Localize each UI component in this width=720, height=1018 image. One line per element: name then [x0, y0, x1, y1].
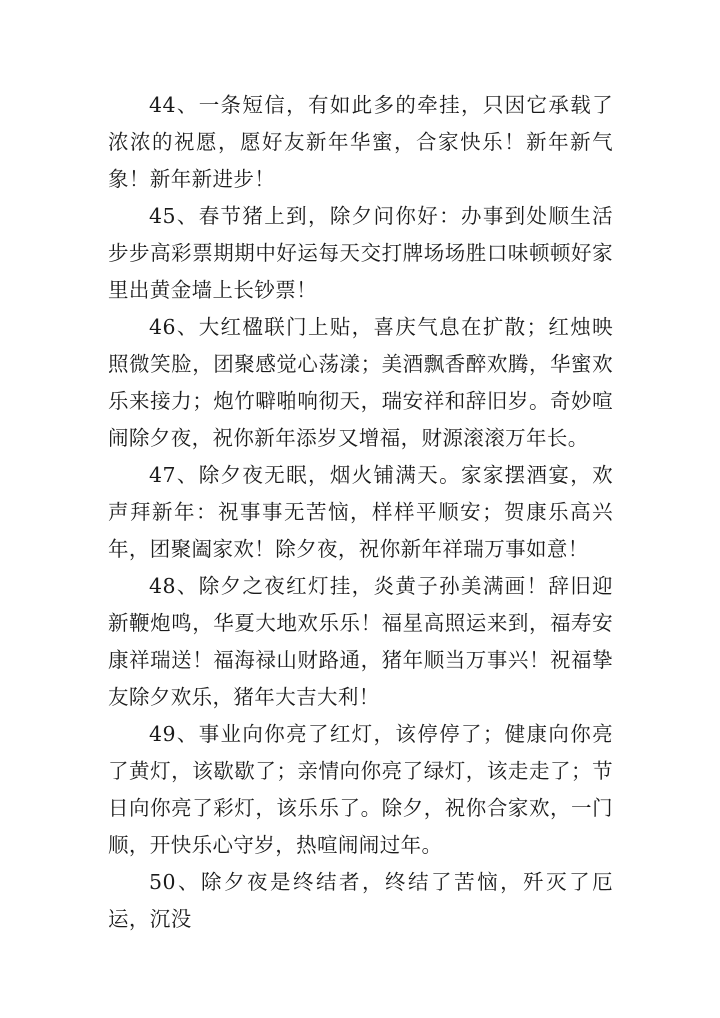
paragraph-44: 44、一条短信，有如此多的牵挂，只因它承载了浓浓的祝愿，愿好友新年华蜜，合家快乐！新年新气象！新年新进步！ — [108, 93, 613, 191]
paragraph-48: 48、除夕之夜红灯挂，炎黄子孙美满画！辞旧迎新鞭炮鸣，华夏大地欢乐乐！福星高照运来到，福寿安康祥瑞送！福海禄山财路通，猪年顺当万事兴！祝福挚友除夕欢乐，猪年大吉大利！ — [108, 574, 613, 709]
paragraph-49: 49、事业向你亮了红灯，该停停了；健康向你亮了黄灯，该歇歇了；亲情向你亮了绿灯，该走走了；节日向你亮了彩灯，该乐乐了。除夕，祝你合家欢，一门顺，开快乐心守岁，热喧闹闹过年。 — [108, 722, 613, 857]
paragraph-46: 46、大红楹联门上贴，喜庆气息在扩散；红烛映照微笑脸，团聚感觉心荡漾；美酒飘香醉欢腾，华蜜欢乐来接力；炮竹噼啪响彻天，瑞安祥和辞旧岁。奇妙喧闹除夕夜，祝你新年添岁又增福，财源滚滚万年长。 — [108, 315, 613, 450]
paragraph-47: 47、除夕夜无眠，烟火铺满天。家家摆酒宴，欢声拜新年：祝事事无苦恼，样样平顺安；贺康乐高兴年，团聚阖家欢！除夕夜，祝你新年祥瑞万事如意！ — [108, 463, 613, 561]
document-body — [108, 87, 613, 938]
paragraph-45: 45、春节猪上到，除夕问你好：办事到处顺生活步步高彩票期期中好运每天交打牌场场胜口味顿顿好家里出黄金墙上长钞票！ — [108, 204, 613, 302]
paragraph-50: 50、除夕夜是终结者，终结了苦恼，歼灭了厄运，沉没 — [108, 870, 613, 931]
